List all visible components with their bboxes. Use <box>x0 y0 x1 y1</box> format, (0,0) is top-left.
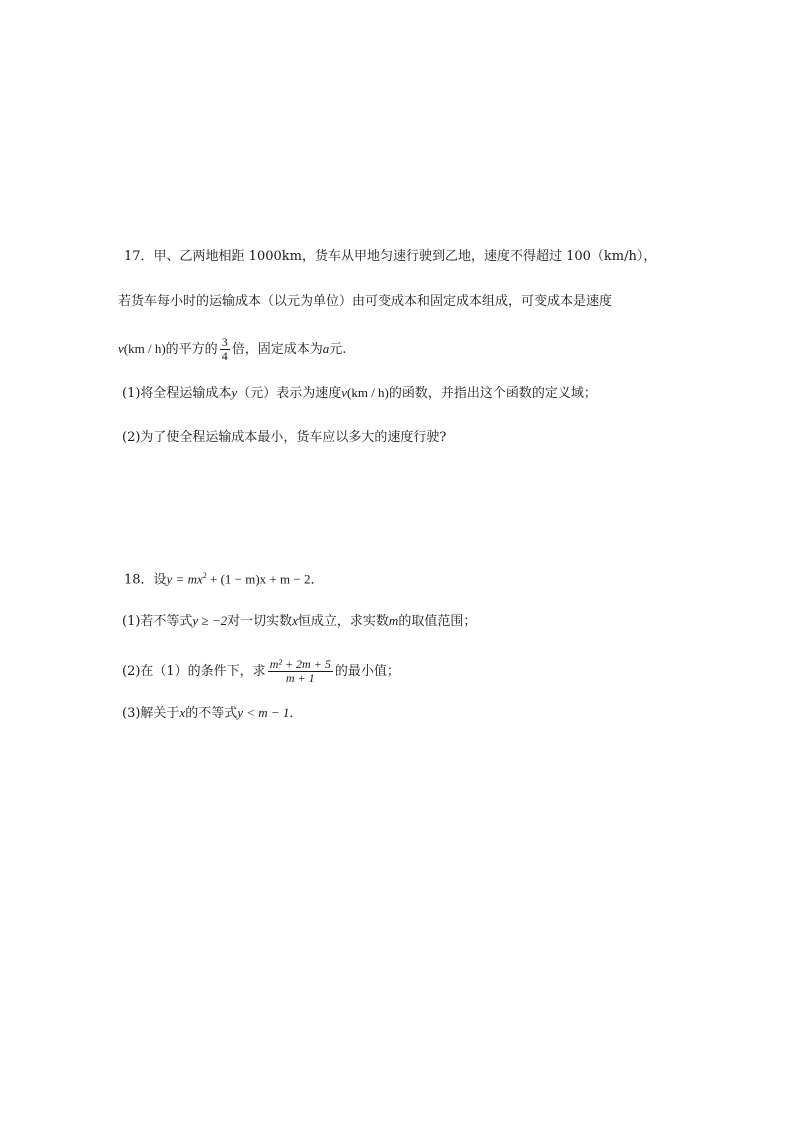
q17-line1 <box>124 248 656 266</box>
q17-line3 <box>118 336 346 363</box>
q18-frac-num: m² + 2m + 5 <box>269 657 331 671</box>
q18-part2-a: (2)在（1）的条件下，求 <box>122 664 266 679</box>
q17-text-line1: 17．甲、乙两地相距 1000km，货车从甲地匀速行驶到乙地，速度不得超过 100（km/h）， <box>124 249 657 264</box>
q18-part2 <box>122 658 400 685</box>
q18-part1-c: 恒成立，求实数 <box>297 614 389 629</box>
q17-unit: (km / h) <box>123 341 166 356</box>
q17-part2-text: (2)为了使全程运输成本最小，货车应以多大的速度行驶? <box>122 430 447 445</box>
q18-head-sup: 2 <box>202 571 207 580</box>
q18-fraction <box>268 658 333 685</box>
q17-text-times: 倍，固定成本为 <box>231 342 323 357</box>
q18-head-a: 18．设 <box>124 572 167 588</box>
q17-fraction <box>220 336 230 363</box>
q18-head-expr2: + (1 − m)x + m − 2 <box>206 571 311 587</box>
q18-part3-b: 的不等式 <box>185 706 238 721</box>
q18-part3-expr: y < m − 1 <box>237 705 290 720</box>
q18-part1-m: m <box>388 613 399 628</box>
q17-frac-num: 3 <box>221 335 228 349</box>
q18-head-expr: y = mx <box>166 571 203 587</box>
q18-part1-x: x <box>292 613 298 628</box>
q17-line2 <box>118 293 612 311</box>
q17-text-line2: 若货车每小时的运输成本（以元为单位）由可变成本和固定成本组成，可变成本是速度 <box>118 294 613 309</box>
q17-text-square: 的平方的 <box>165 342 218 357</box>
q17-text-yuan: 元. <box>329 342 347 357</box>
q18-part1-b: 对一切实数 <box>227 614 293 629</box>
q18-part1 <box>122 612 476 631</box>
q17-part1-b: （元）表示为速度 <box>237 386 342 401</box>
q17-part1-unit: (km / h) <box>347 385 389 400</box>
q17-part1 <box>122 384 597 403</box>
q17-part1-a: (1)将全程运输成本 <box>122 386 232 401</box>
q17-v-symbol: v <box>118 341 124 356</box>
q17-part1-y: y <box>231 385 238 400</box>
q18-part3-a: (3)解关于 <box>122 706 180 721</box>
q17-part1-v: v <box>341 385 347 400</box>
q17-a-symbol: a <box>322 341 330 356</box>
q18-part3 <box>122 704 302 723</box>
q18-frac-den: m + 1 <box>285 671 315 685</box>
q18-part1-d: 的取值范围； <box>398 614 477 629</box>
q18-part3-x: x <box>179 705 186 720</box>
q18-part1-a: (1)若不等式 <box>122 614 193 629</box>
q17-part2 <box>122 429 446 447</box>
q18-head <box>124 567 323 589</box>
q18-part2-b: 的最小值； <box>334 664 400 679</box>
q18-part3-end: ． <box>289 706 303 721</box>
q17-frac-den: 4 <box>221 349 228 363</box>
q18-head-end: ． <box>310 572 324 588</box>
q18-part1-expr: y ≥ −2 <box>192 613 228 628</box>
q17-part1-c: 的函数，并指出这个函数的定义域； <box>388 386 597 401</box>
